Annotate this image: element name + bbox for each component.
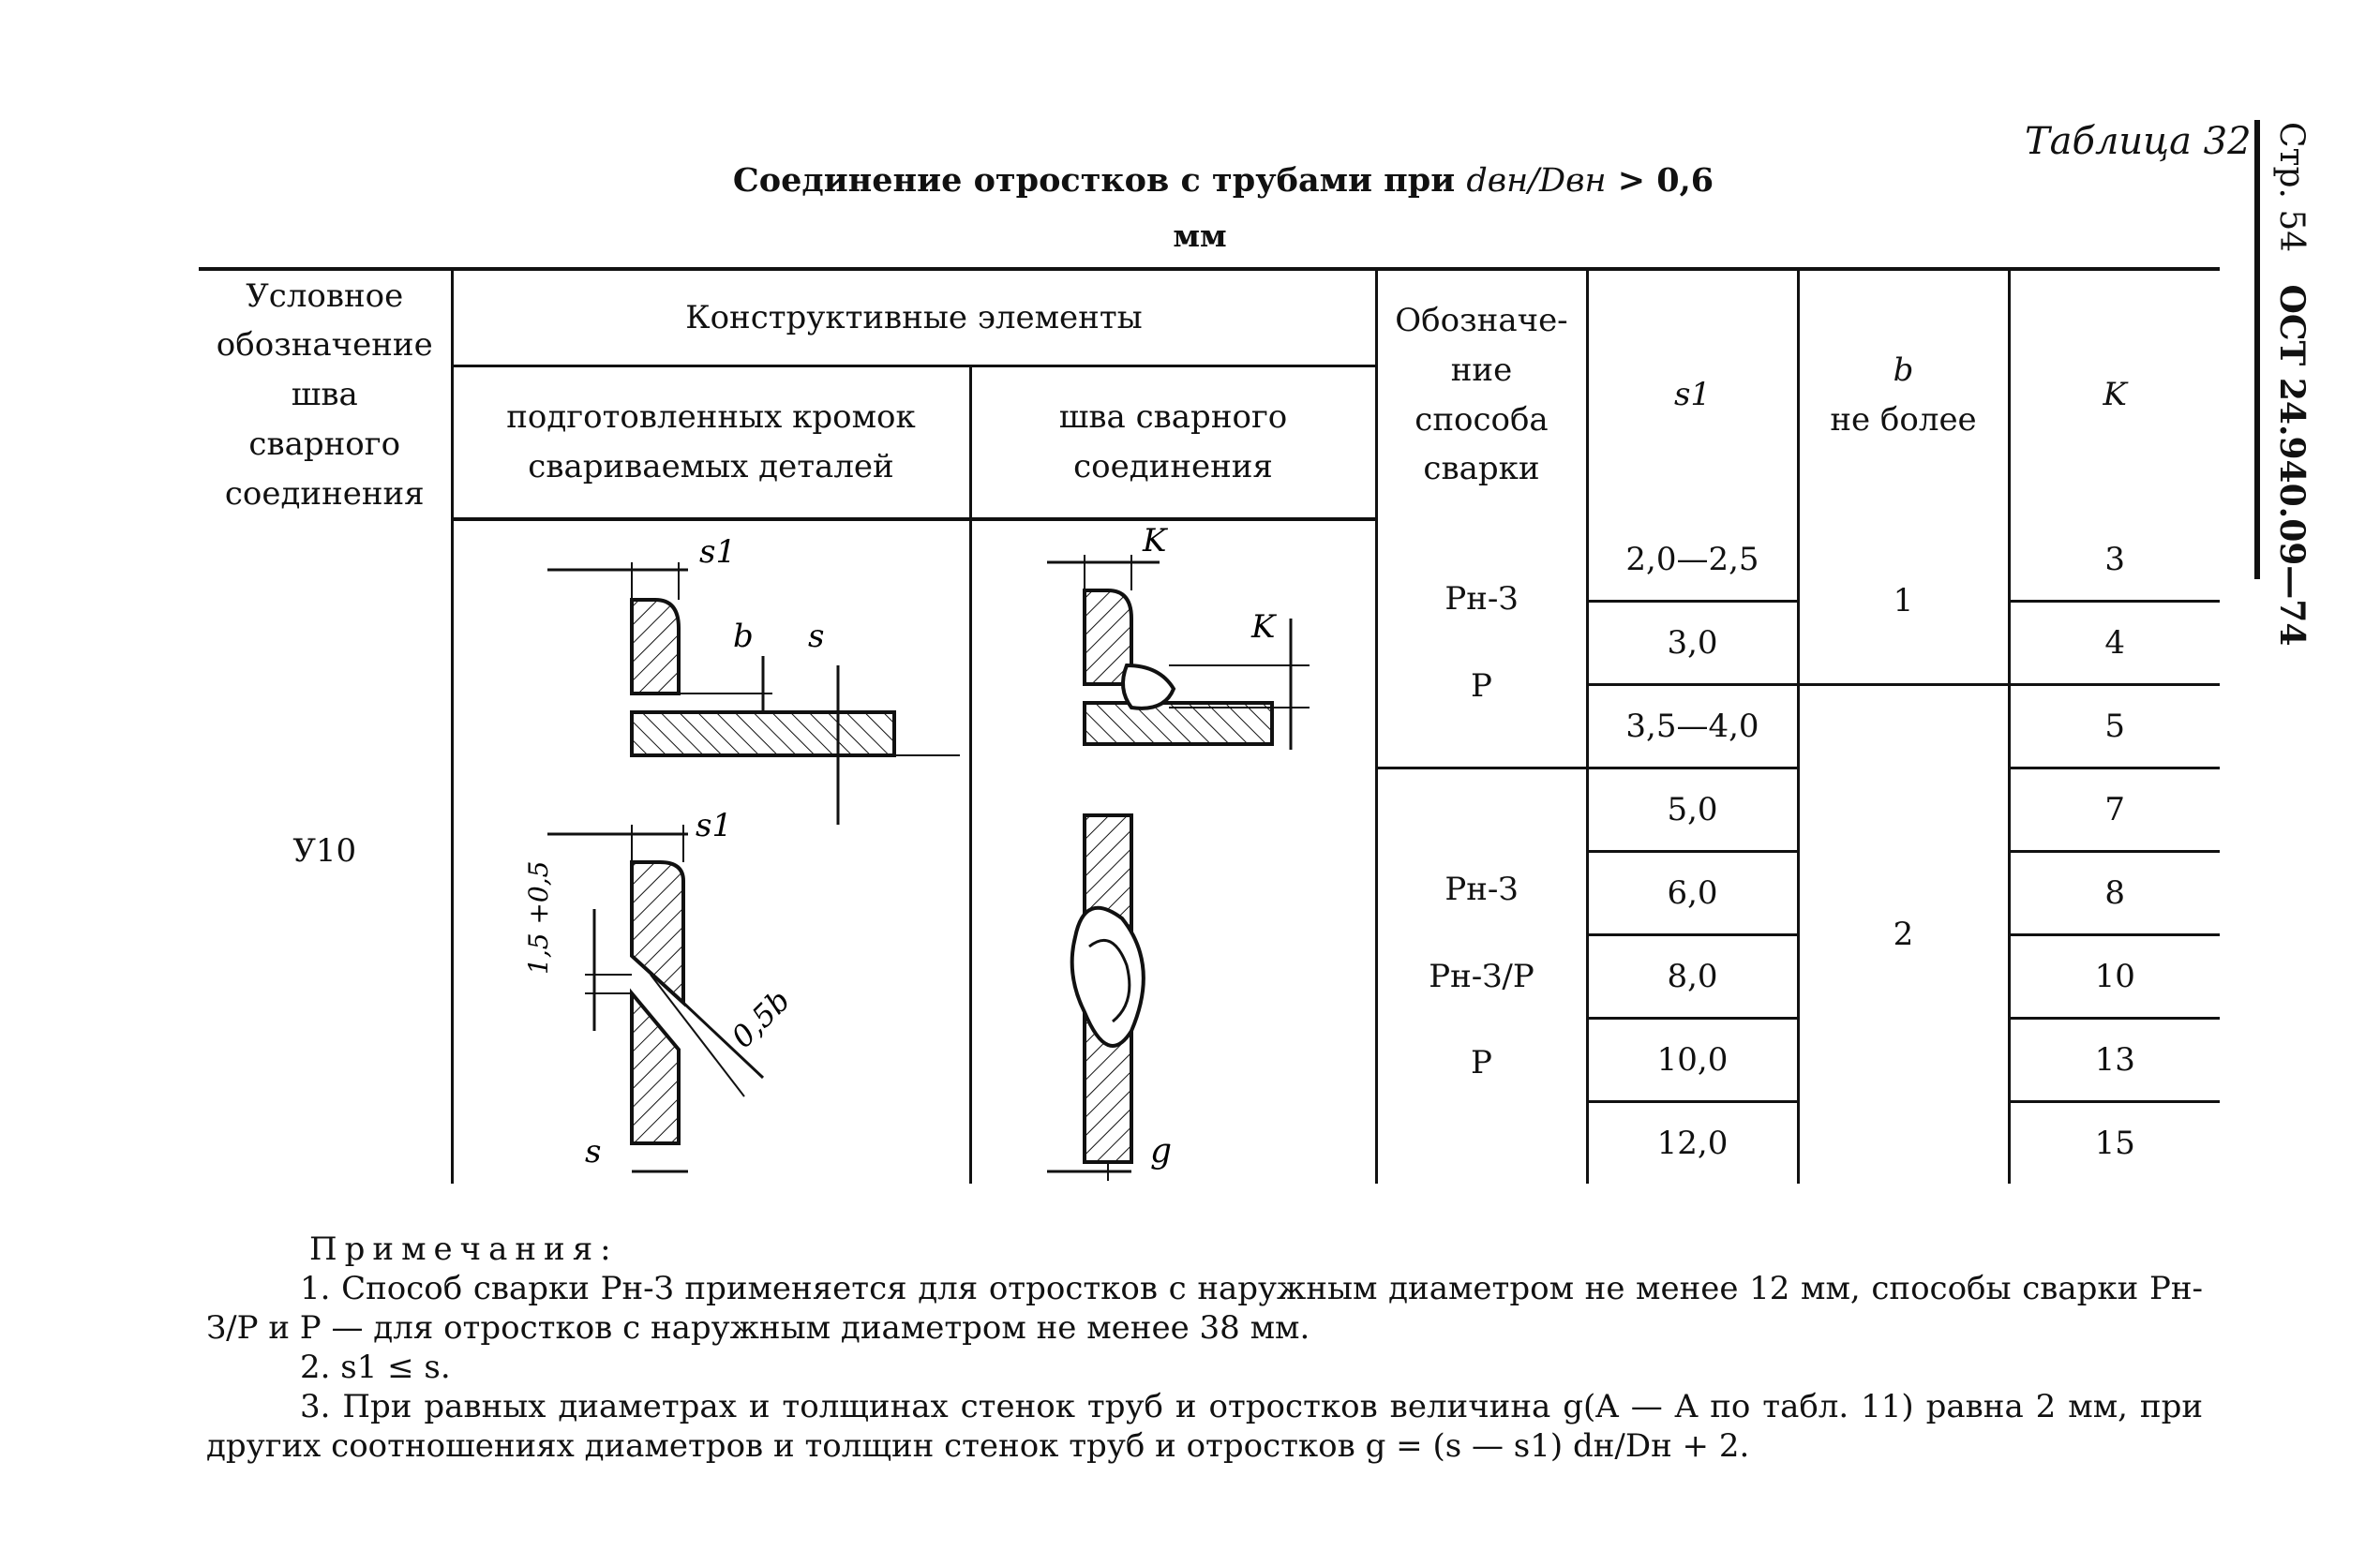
header-structural: Конструктивные элементы <box>452 269 1376 366</box>
title-suffix: > 0,6 <box>1617 161 1714 200</box>
header-designation: Условное обозначение шва сварного соединения <box>199 269 452 519</box>
label-k-top: K <box>1142 524 1166 559</box>
weld-drawing <box>972 525 1375 1181</box>
method-item: Рн-З <box>1444 870 1519 908</box>
s1-value: 6,0 <box>1587 852 1798 935</box>
method-item: Рн-З/Р <box>1429 957 1534 995</box>
fillet-weld-sketch <box>1047 555 1310 750</box>
k-value: 15 <box>2009 1102 2220 1185</box>
bottom-joint-sketch <box>547 825 763 1171</box>
k-value: 5 <box>2009 685 2220 768</box>
s1-value: 12,0 <box>1587 1102 1798 1185</box>
label-k-side: K <box>1250 607 1275 646</box>
table-label: Таблица 32 <box>2025 120 2252 163</box>
b-value-cell: 1 <box>1798 519 2009 685</box>
method-item: Р <box>1471 1044 1492 1082</box>
b-value-cell: 2 <box>1798 685 2009 1185</box>
method-cell-group-1 <box>1376 519 1587 768</box>
table-title <box>656 161 1790 200</box>
label-b: b <box>732 617 754 655</box>
label-s1-top: s1 <box>698 532 736 571</box>
header-k: K <box>2009 269 2220 519</box>
header-s1: s1 <box>1587 269 1798 519</box>
title-formula: dвн/Dвн <box>1466 162 1607 200</box>
label-s-bottom: s <box>584 1132 601 1171</box>
side-header <box>2245 122 2320 647</box>
header-b-symbol: b <box>1893 350 1914 389</box>
label-half-b: 0,5b <box>724 981 797 1055</box>
s1-value: 2,0—2,5 <box>1587 519 1798 602</box>
header-method: Обозначе-ние способа сварки <box>1376 269 1587 519</box>
s1-value: 3,0 <box>1587 602 1798 685</box>
notes-heading: Примечания: <box>309 1230 619 1268</box>
s1-value: 8,0 <box>1587 935 1798 1019</box>
welding-table <box>199 267 2220 1184</box>
method-cell-group-2 <box>1376 768 1587 1185</box>
header-b-note: не более <box>1830 400 1977 439</box>
header-prepared-edges: подготовленных кромок свариваемых деталей <box>452 366 970 520</box>
k-value: 4 <box>2009 602 2220 685</box>
s1-value: 5,0 <box>1587 768 1798 852</box>
k-value: 7 <box>2009 768 2220 852</box>
k-value: 13 <box>2009 1019 2220 1102</box>
method-item: Рн-З <box>1444 580 1519 619</box>
label-s: s <box>807 617 824 655</box>
top-joint-sketch <box>547 562 960 825</box>
edge-preparation-drawing <box>454 525 969 1181</box>
designation-cell: У10 <box>292 832 357 871</box>
label-g: g <box>1149 1131 1172 1171</box>
method-item: Р <box>1471 667 1492 705</box>
butt-weld-sketch <box>1047 815 1144 1181</box>
title-prefix: Соединение отростков с трубами при <box>732 161 1456 200</box>
header-b <box>1798 269 2009 519</box>
label-gap: 1,5 +0,5 <box>522 860 554 975</box>
s1-value: 10,0 <box>1587 1019 1798 1102</box>
prepared-edges-drawing-cell <box>452 519 970 1184</box>
note-1: 1. Способ сварки Рн-З применяется для отростков с наружным диаметром не менее 12 мм, способы сварки Рн-З/Р и Р — для отростков с наружным диаметром не менее 38 мм. <box>206 1270 2203 1347</box>
k-value: 3 <box>2009 519 2220 602</box>
s1-value: 3,5—4,0 <box>1587 685 1798 768</box>
side-page-number: Стр. 54 <box>2272 122 2311 253</box>
note-3: 3. При равных диаметрах и толщинах стенок труб и отростков величина g(A — A по табл. 11) равна 2 мм, при других соотношениях диаметров и толщин стенок труб и отростков g = (s — s1) dн/Dн + 2. <box>206 1388 2203 1465</box>
k-value: 10 <box>2009 935 2220 1019</box>
weld-drawing-cell <box>970 519 1376 1184</box>
note-2: 2. s1 ≤ s. <box>300 1349 451 1386</box>
header-weld: шва сварного соединения <box>970 366 1376 520</box>
side-standard: ОСТ 24.940.09—74 <box>2272 284 2312 647</box>
table-unit: мм <box>1173 217 1227 254</box>
label-s1-bottom: s1 <box>695 806 732 844</box>
notes <box>206 1230 2203 1466</box>
k-value: 8 <box>2009 852 2220 935</box>
